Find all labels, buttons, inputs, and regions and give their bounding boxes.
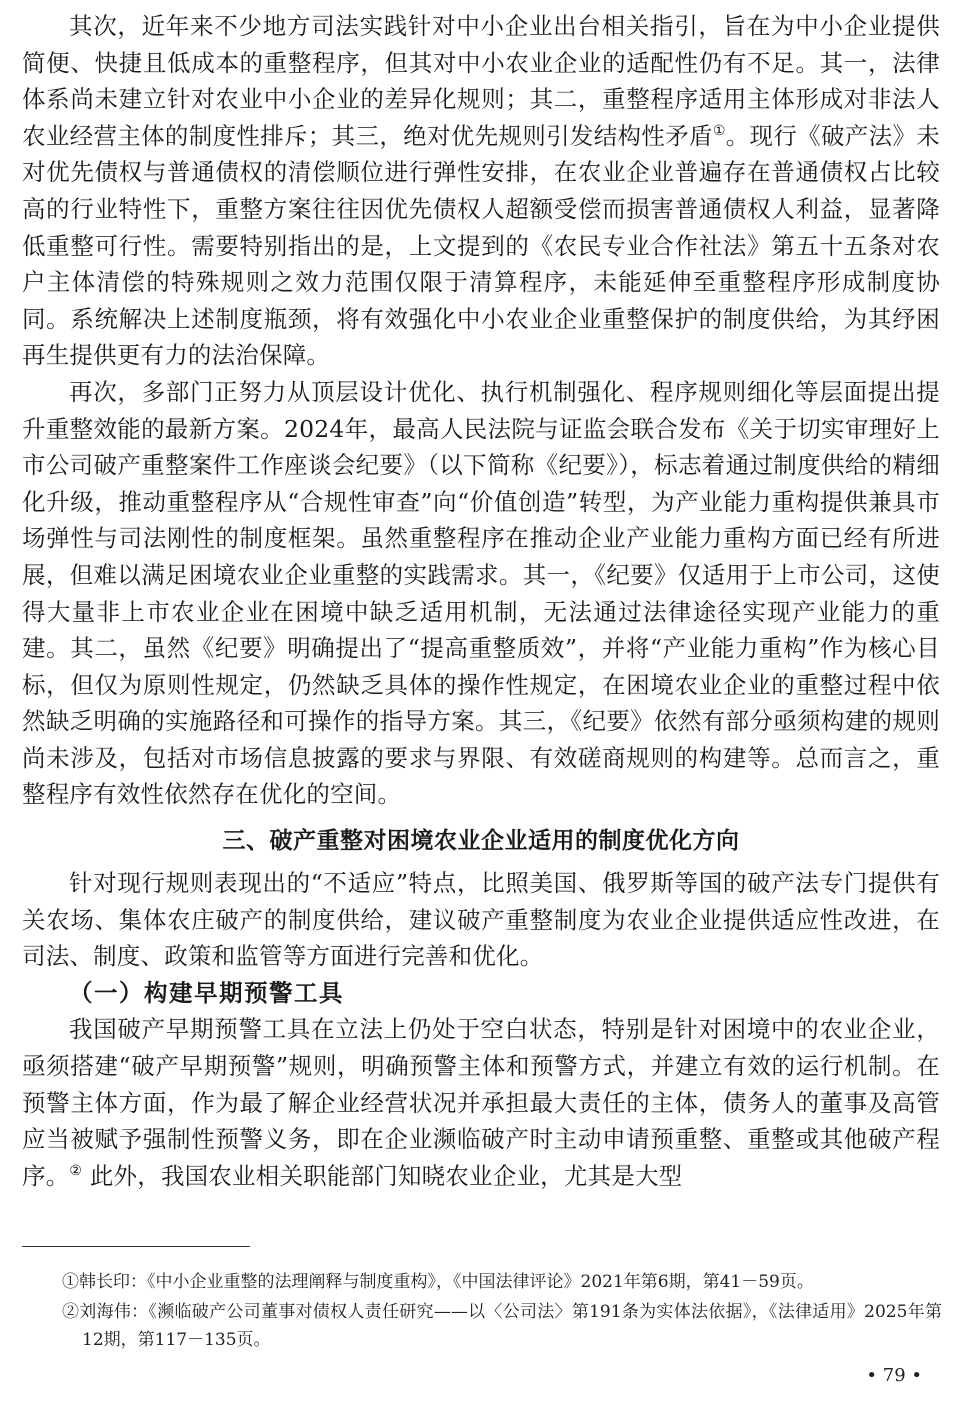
footnote-2: ②刘海伟：《濒临破产公司董事对债权人责任研究——以〈公司法〉第191条为实体法依据》，《法律适用》2025年第12期，第117－135页。 xyxy=(62,1302,942,1350)
footnote-1: ①韩长印：《中小企业重整的法理阐释与制度重构》，《中国法律评论》2021年第6期，第41－59页。 xyxy=(62,1272,814,1292)
paragraph-4 xyxy=(22,1011,940,1194)
paragraph-1-text-b: 。现行《破产法》未对优先债权与普通债权的清偿顺位进行弹性安排，在农业企业普遍存在普通债权占比较高的行业特性下，重整方案往往因优先债权人超额受偿而损害普通债权人利益，显著降低重整可行性。需要特别指出的是，上文提到的《农民专业合作社法》第五十五条对农户主体清偿的特殊规则之效力范围仅限于清算程序，未能延伸至重整程序形成制度协同。系统解决上述制度瓶颈，将有效强化中小农业企业重整保护的制度供给，为其纾困再生提供更有力的法治保障。 xyxy=(22,121,940,370)
article-body xyxy=(22,8,940,1194)
page-number: • 79 • xyxy=(866,1365,922,1386)
paragraph-1-text-a: 其次，近年来不少地方司法实践针对中小企业出台相关指引，旨在为中小企业提供简便、快捷且低成本的重整程序，但其对中小农业企业的适配性仍有不足。其一，法律体系尚未建立针对农业中小企业的差异化规则；其二，重整程序适用主体形成对非法人农业经营主体的制度性排斥；其三，绝对优先规则引发结构性矛盾 xyxy=(22,12,940,150)
paragraph-1 xyxy=(22,8,940,374)
paragraph-4-text-b: 此外，我国农业相关职能部门知晓农业企业，尤其是大型 xyxy=(82,1161,683,1190)
paragraph-2: 再次，多部门正努力从顶层设计优化、执行机制强化、程序规则细化等层面提出提升重整效能的最新方案。2024年，最高人民法院与证监会联合发布《关于切实审理好上市公司破产重整案件工作座谈会纪要》（以下简称《纪要》），标志着通过制度供给的精细化升级，推动重整程序从“合规性审查”向“价值创造”转型，为产业能力重构提供兼具市场弹性与司法刚性的制度框架。虽然重整程序在推动企业产业能力重构方面已经有所进展，但难以满足困境农业企业重整的实践需求。其一，《纪要》仅适用于上市公司，这使得大量非上市农业企业在困境中缺乏适用机制，无法通过法律途径实现产业能力的重建。其二，虽然《纪要》明确提出了“提高重整质效”，并将“产业能力重构”作为核心目标，但仅为原则性规定，仍然缺乏具体的操作性规定，在困境农业企业的重整过程中依然缺乏明确的实施路径和可操作的指导方案。其三，《纪要》依然有部分亟须构建的规则尚未涉及，包括对市场信息披露的要求与界限、有效磋商规则的构建等。总而言之，重整程序有效性依然存在优化的空间。 xyxy=(22,377,940,809)
footnotes xyxy=(62,1268,942,1356)
section-heading: 三、破产重整对困境农业企业适用的制度优化方向 xyxy=(222,828,740,855)
footnote-divider xyxy=(22,1246,250,1247)
footnote-ref-1[interactable]: ① xyxy=(712,122,726,139)
footnote-ref-2[interactable]: ② xyxy=(69,1162,83,1179)
paragraph-4-text-a: 我国破产早期预警工具在立法上仍处于空白状态，特别是针对困境中的农业企业，亟须搭建“破产早期预警”规则，明确预警主体和预警方式，并建立有效的运行机制。在预警主体方面，作为最了解企业经营状况并承担最大责任的主体，债务人的董事及高管应当被赋予强制性预警义务，即在企业濒临破产时主动申请预重整、重整或其他破产程序。 xyxy=(22,1015,940,1190)
paragraph-3: 针对现行规则表现出的“不适应”特点，比照美国、俄罗斯等国的破产法专门提供有关农场、集体农庄破产的制度供给，建议破产重整制度为农业企业提供适应性改进，在司法、制度、政策和监管等方面进行完善和优化。 xyxy=(22,869,940,971)
sub-heading: （一）构建早期预警工具 xyxy=(69,978,344,1007)
